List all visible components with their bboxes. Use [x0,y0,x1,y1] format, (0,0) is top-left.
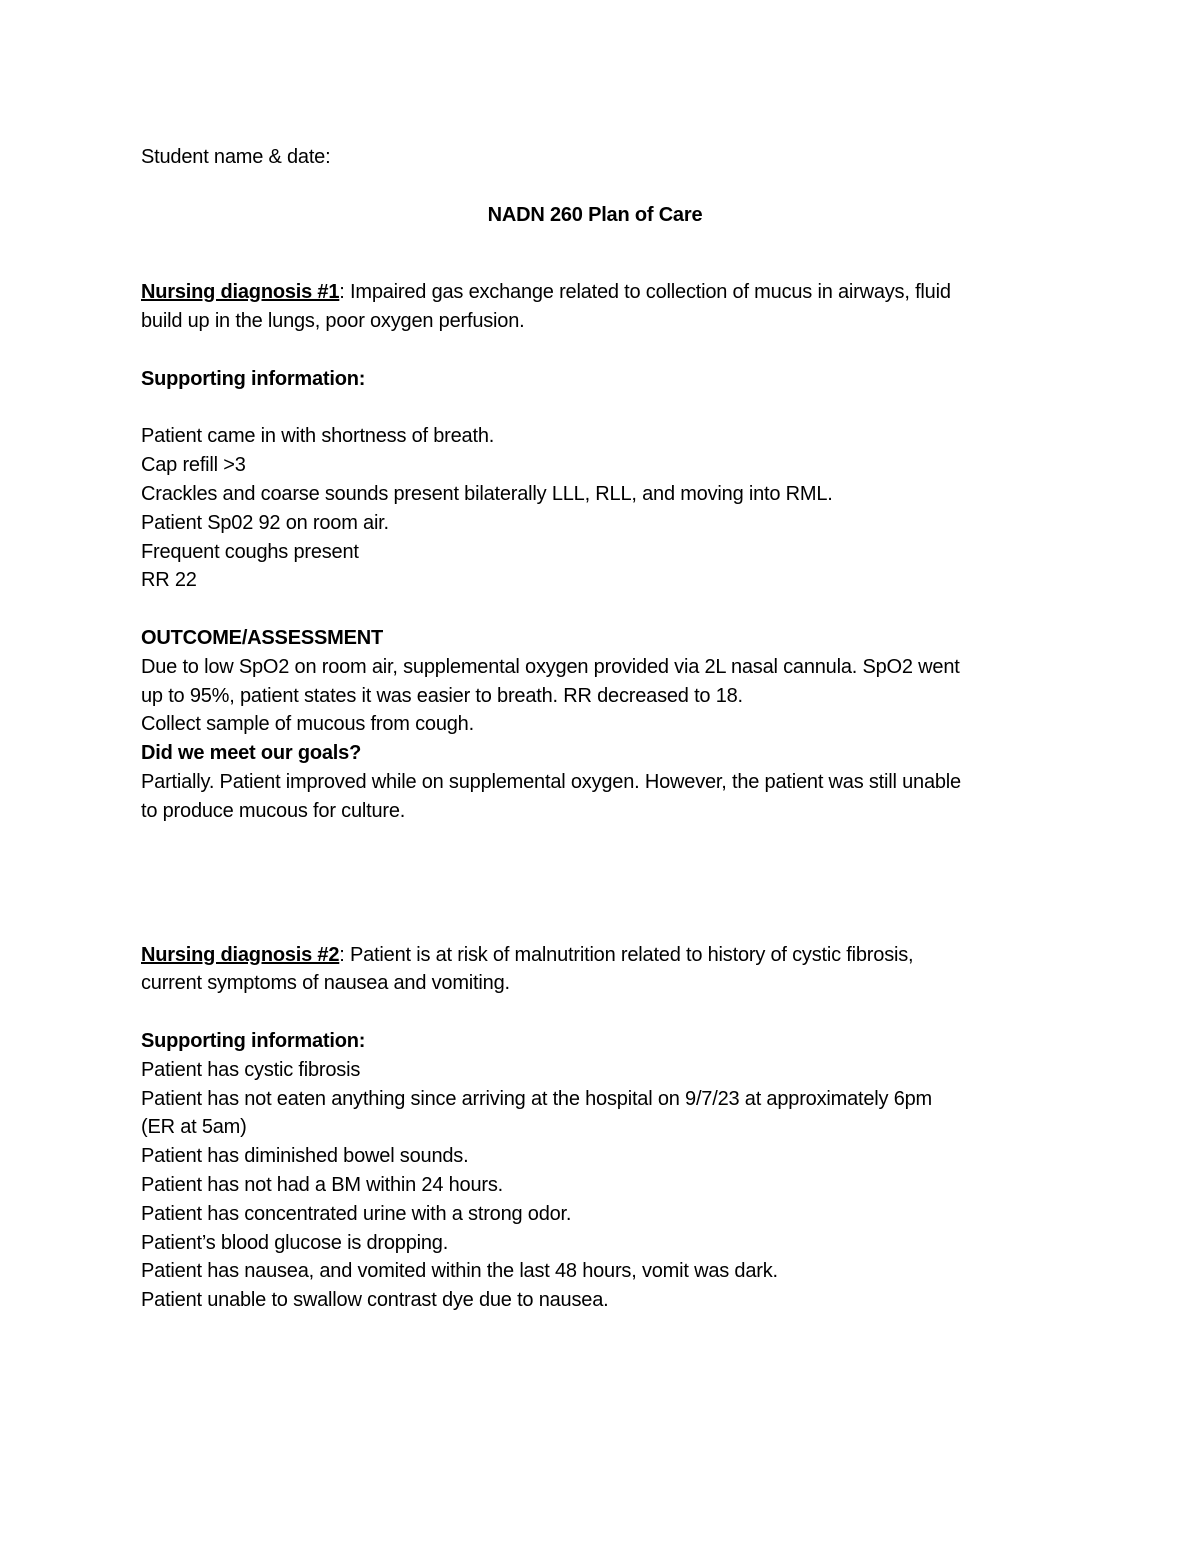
diagnosis-1-colon: : [339,281,345,304]
outcome-line: Due to low SpO2 on room air, supplemental oxygen provided via 2L nasal cannula. SpO2 went [141,655,960,678]
diagnosis-1-text-line2: build up in the lungs, poor oxygen perfusion. [141,310,525,333]
diagnosis-2-text-line2: current symptoms of nausea and vomiting. [141,972,510,995]
outcome-line: up to 95%, patient states it was easier to breath. RR decreased to 18. [141,684,743,707]
diagnosis-1-supporting-item: Crackles and coarse sounds present bilaterally LLL, RLL, and moving into RML. [141,482,833,505]
diagnosis-2-supporting-item: Patient has not eaten anything since arriving at the hospital on 9/7/23 at approximately 6pm [141,1087,932,1110]
diagnosis-1-label: Nursing diagnosis #1 [141,281,340,304]
document-body [141,143,1071,1315]
diagnosis-1-supporting-item: RR 22 [141,569,197,592]
diagnosis-1-supporting-item: Patient Sp02 92 on room air. [141,511,389,534]
diagnosis-2-supporting-item: Patient has cystic fibrosis [141,1058,361,1081]
diagnosis-1-supporting-item: Patient came in with shortness of breath. [141,425,495,448]
outcome-assessment-heading: OUTCOME/ASSESSMENT [141,626,383,649]
diagnosis-1-supporting-item: Frequent coughs present [141,540,359,563]
goals-line: Partially. Patient improved while on supplemental oxygen. However, the patient was still unable [141,770,961,793]
diagnosis-2-supporting-item: Patient has not had a BM within 24 hours. [141,1173,504,1196]
diagnosis-2-supporting-item: Patient unable to swallow contrast dye due to nausea. [141,1289,609,1312]
outcome-line: Collect sample of mucous from cough. [141,713,474,736]
diagnosis-2-supporting-item: Patient’s blood glucose is dropping. [141,1231,449,1254]
diagnosis-1-statement [141,278,1071,307]
student-name-date-line: Student name & date: [141,146,331,168]
diagnosis-2-supporting-heading: Supporting information: [141,1029,366,1052]
diagnosis-2-text-line1: Patient is at risk of malnutrition related to history of cystic fibrosis, [344,943,914,966]
diagnosis-2-supporting-item: Patient has concentrated urine with a strong odor. [141,1202,572,1225]
diagnosis-2-supporting-item: (ER at 5am) [141,1116,247,1139]
goals-heading: Did we meet our goals? [141,742,362,765]
page-title: NADN 260 Plan of Care [487,203,703,226]
goals-line: to produce mucous for culture. [141,799,406,822]
diagnosis-1-supporting-heading: Supporting information: [141,367,366,390]
diagnosis-2-supporting-item: Patient has nausea, and vomited within the last 48 hours, vomit was dark. [141,1260,778,1283]
diagnosis-2-label: Nursing diagnosis #2 [141,943,340,966]
diagnosis-2-supporting-item: Patient has diminished bowel sounds. [141,1145,469,1168]
diagnosis-1-text-line1: Impaired gas exchange related to collection of mucus in airways, fluid [344,281,951,304]
diagnosis-2-statement [141,941,1071,970]
diagnosis-2-colon: : [339,943,345,966]
diagnosis-1-supporting-item: Cap refill >3 [141,454,246,477]
